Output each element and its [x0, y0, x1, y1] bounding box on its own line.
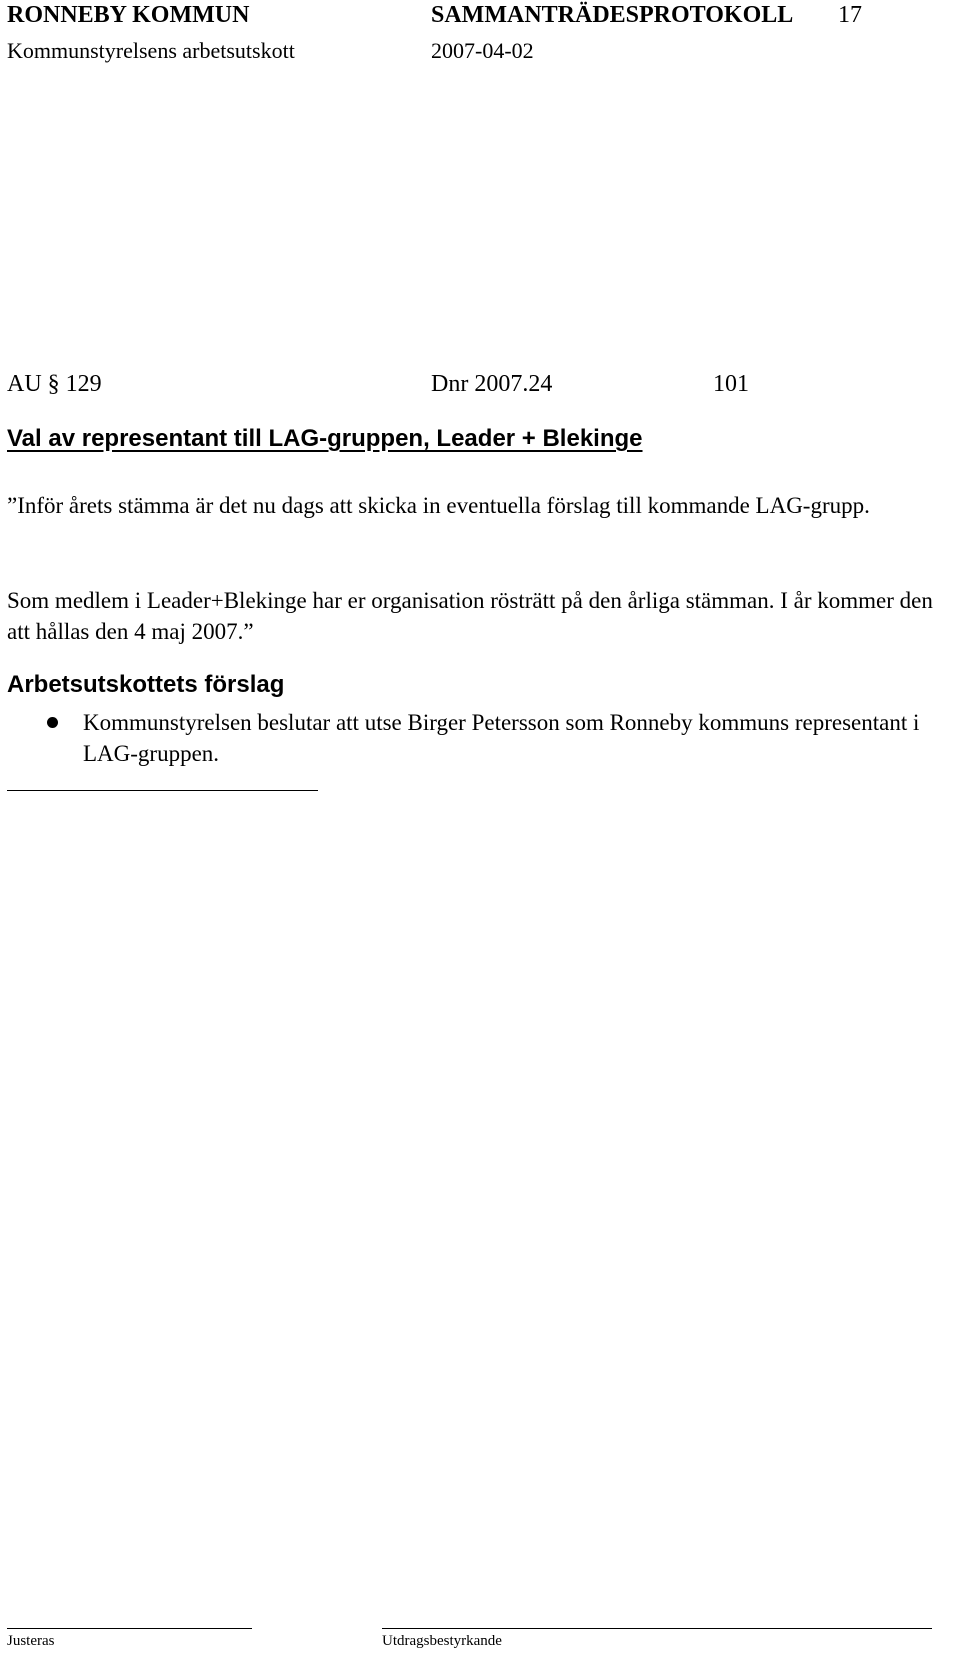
paragraph-intro: ”Inför årets stämma är det nu dags att skicka in eventuella förslag till kommande LAG-grupp.	[7, 493, 870, 518]
case-dnr: Dnr 2007.24	[431, 371, 553, 397]
committee-name: Kommunstyrelsens arbetsutskott	[7, 38, 295, 63]
bullet-icon	[47, 717, 58, 728]
proposal-list-item	[47, 707, 937, 769]
page-title: Val av representant till LAG-gruppen, Leader + Blekinge	[7, 425, 643, 452]
case-number: 101	[713, 371, 749, 397]
document-type: SAMMANTRÄDESPROTOKOLL	[431, 2, 794, 28]
page-number: 17	[838, 2, 862, 28]
case-reference: AU § 129	[7, 371, 102, 397]
footer-signature-line-right	[382, 1628, 932, 1629]
footer-justeras-label: Justeras	[7, 1633, 55, 1649]
footer-utdrag-label: Utdragsbestyrkande	[382, 1633, 502, 1649]
footer-signature-line-left	[7, 1628, 252, 1629]
paragraph-membership: Som medlem i Leader+Blekinge har er organisation rösträtt på den årliga stämman. I år kommer den att hållas den 4 maj 2007.”	[7, 588, 933, 644]
section-divider	[7, 790, 318, 791]
organization-name: RONNEBY KOMMUN	[7, 2, 250, 28]
proposal-heading: Arbetsutskottets förslag	[7, 671, 285, 698]
meeting-date: 2007-04-02	[431, 38, 534, 63]
proposal-item-text: Kommunstyrelsen beslutar att utse Birger Petersson som Ronneby kommuns representant i LAG-gruppen.	[83, 710, 920, 766]
